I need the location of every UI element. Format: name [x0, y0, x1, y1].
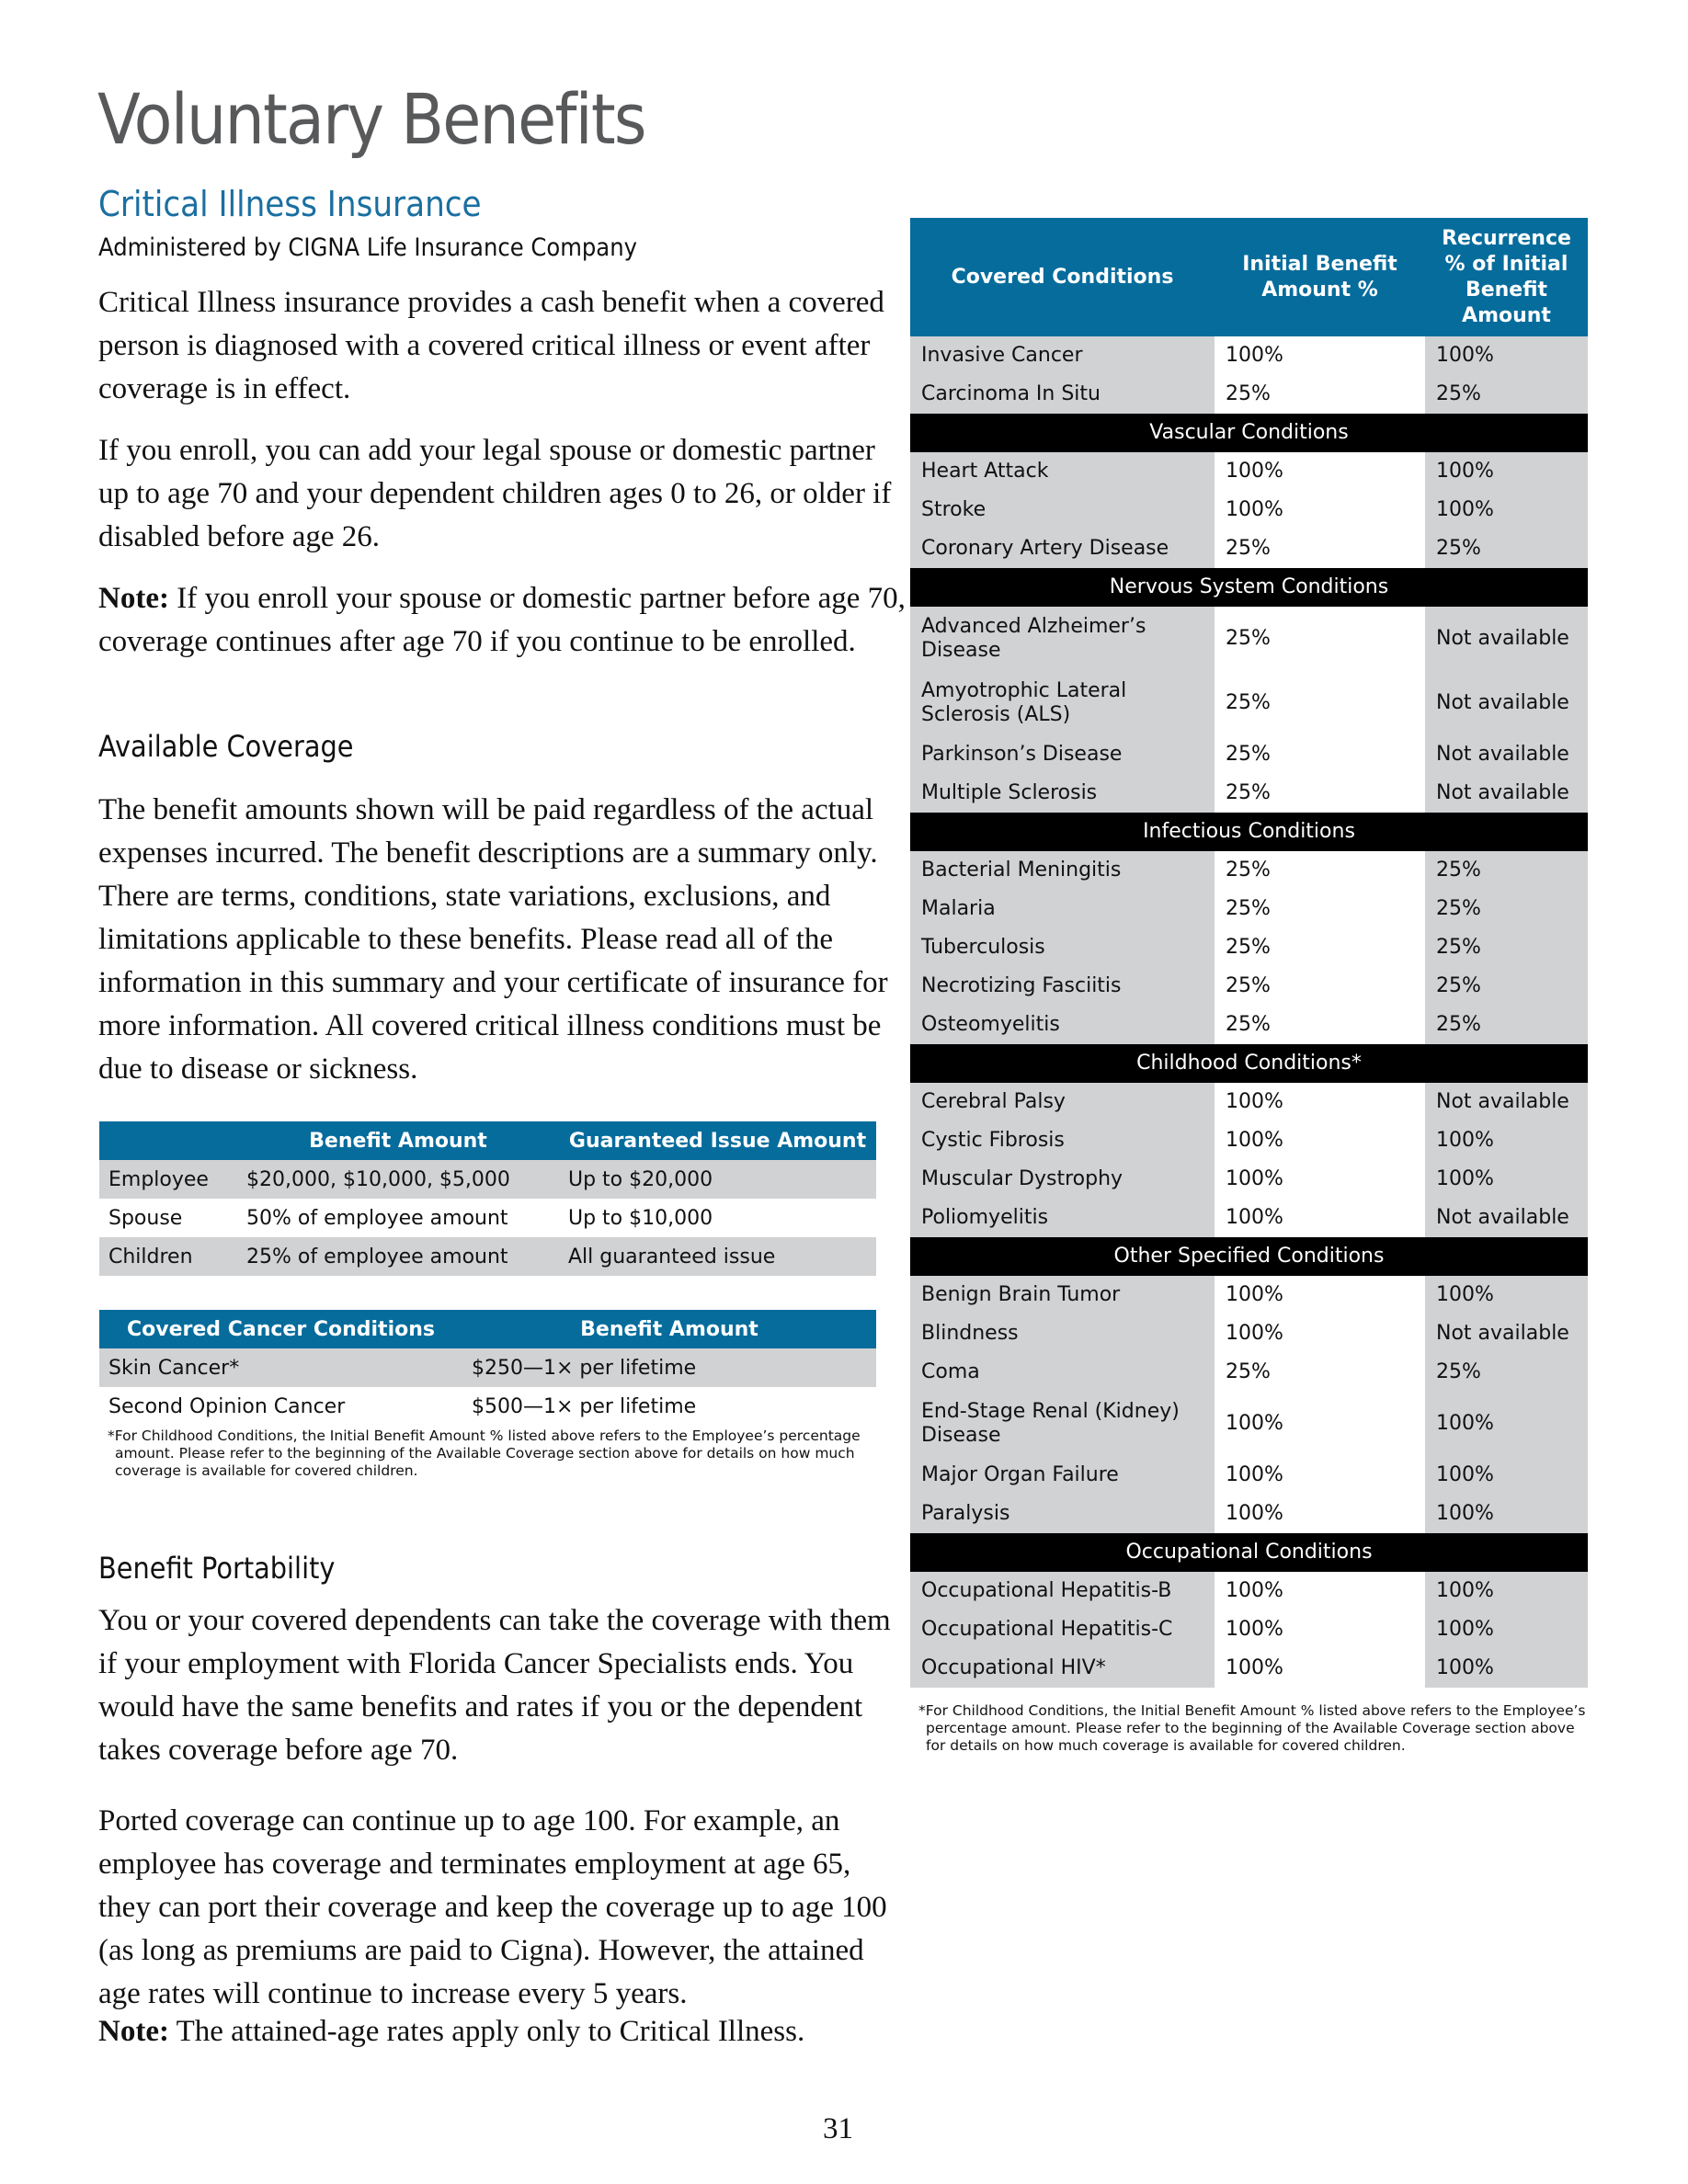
page-number: 31 — [823, 2112, 853, 2145]
condition-name: Parkinson’s Disease — [910, 735, 1215, 774]
initial-benefit-cell: 25% — [1215, 529, 1425, 568]
initial-benefit-cell: 100% — [1215, 491, 1425, 529]
table-row — [910, 851, 1588, 890]
recurrence-cell: Not available — [1425, 607, 1588, 671]
condition-name: Tuberculosis — [910, 928, 1215, 967]
column-header: Benefit Amount — [237, 1121, 559, 1160]
page-title: Voluntary Benefits — [97, 78, 645, 160]
initial-benefit-cell: 25% — [1215, 1353, 1425, 1392]
initial-benefit-cell: 25% — [1215, 928, 1425, 967]
table-row — [910, 1392, 1588, 1456]
conditions-body — [910, 336, 1588, 1688]
initial-benefit-cell: 25% — [1215, 967, 1425, 1006]
table-cell: 50% of employee amount — [237, 1199, 559, 1237]
table-row — [910, 890, 1588, 928]
recurrence-cell: 100% — [1425, 1610, 1588, 1649]
table-row — [910, 607, 1588, 671]
section-header-row — [910, 1237, 1588, 1276]
table-row — [910, 928, 1588, 967]
condition-name: Muscular Dystrophy — [910, 1160, 1215, 1199]
table-row — [99, 1387, 876, 1426]
recurrence-cell: 25% — [1425, 890, 1588, 928]
initial-benefit-cell: 25% — [1215, 890, 1425, 928]
initial-benefit-cell: 100% — [1215, 1649, 1425, 1688]
table-row — [910, 1314, 1588, 1353]
benefit-portability-heading: Benefit Portability — [98, 1551, 336, 1586]
condition-name: Occupational HIV* — [910, 1649, 1215, 1688]
recurrence-cell: Not available — [1425, 1314, 1588, 1353]
recurrence-cell: 25% — [1425, 851, 1588, 890]
section-header-row — [910, 414, 1588, 452]
recurrence-cell: Not available — [1425, 1199, 1588, 1237]
column-header: Recurrence % of Initial Benefit Amount — [1425, 218, 1588, 336]
condition-name: Advanced Alzheimer’s Disease — [910, 607, 1215, 671]
table-row — [99, 1160, 876, 1199]
recurrence-cell: 100% — [1425, 336, 1588, 375]
recurrence-cell: 25% — [1425, 1006, 1588, 1044]
note-text: The attained-age rates apply only to Critical Illness. — [168, 2015, 805, 2048]
table-row — [910, 1160, 1588, 1199]
conditions-table-footnote: *For Childhood Conditions, the Initial Benefit Amount % listed above refers to the Employee’s percentage amount. Please refer to the beginning of the Available Coverage section above for details on how much coverage is available for covered children. — [918, 1702, 1586, 1754]
initial-benefit-cell: 25% — [1215, 1006, 1425, 1044]
condition-name: Multiple Sclerosis — [910, 774, 1215, 813]
initial-benefit-cell: 100% — [1215, 1276, 1425, 1314]
recurrence-cell: Not available — [1425, 671, 1588, 735]
recurrence-cell: 25% — [1425, 967, 1588, 1006]
initial-benefit-cell: 100% — [1215, 1083, 1425, 1121]
condition-name: Heart Attack — [910, 452, 1215, 491]
column-header: Guaranteed Issue Amount — [559, 1121, 876, 1160]
table-row — [910, 1456, 1588, 1495]
condition-name: Coronary Artery Disease — [910, 529, 1215, 568]
note-text: If you enroll your spouse or domestic partner before age 70, coverage continues after age 70 if you continue to be enrolled. — [98, 582, 906, 658]
table-header-row — [99, 1121, 876, 1160]
covered-conditions-table — [910, 218, 1588, 1688]
table-row — [910, 1121, 1588, 1160]
table-row — [910, 671, 1588, 735]
table-row — [910, 336, 1588, 375]
initial-benefit-cell: 100% — [1215, 1199, 1425, 1237]
table-row — [910, 1649, 1588, 1688]
condition-name: Occupational Hepatitis-C — [910, 1610, 1215, 1649]
table-row — [910, 529, 1588, 568]
initial-benefit-cell: 100% — [1215, 1160, 1425, 1199]
section-header-row — [910, 813, 1588, 851]
condition-name: Cerebral Palsy — [910, 1083, 1215, 1121]
recurrence-cell: 100% — [1425, 491, 1588, 529]
condition-name: Carcinoma In Situ — [910, 375, 1215, 414]
table-cell: Spouse — [99, 1199, 237, 1237]
table-cell: Skin Cancer* — [99, 1348, 462, 1387]
condition-name: Bacterial Meningitis — [910, 851, 1215, 890]
table-row — [99, 1199, 876, 1237]
available-coverage-text: The benefit amounts shown will be paid regardless of the actual expenses incurred. The benefit descriptions are a summary only. There are terms, conditions, state variations, exclusions, and limitations applicable to these benefits. Please read all of the information in this summary and your certificate of insurance for more information. All covered critical illness conditions must be due to disease or sickness. — [98, 793, 888, 1086]
initial-benefit-cell: 100% — [1215, 452, 1425, 491]
portability-paragraph-2: Ported coverage can continue up to age 100. For example, an employee has coverage and terminates employment at age 65, they can port their coverage and keep the coverage up to age 100 (as long as premiums are paid to Cigna). However, the attained age rates will continue to increase every 5 years. — [98, 1804, 887, 2010]
table-row — [910, 735, 1588, 774]
recurrence-cell: 100% — [1425, 1121, 1588, 1160]
initial-benefit-cell: 25% — [1215, 851, 1425, 890]
table-row — [910, 375, 1588, 414]
initial-benefit-cell: 25% — [1215, 774, 1425, 813]
recurrence-cell: 100% — [1425, 452, 1588, 491]
condition-name: Major Organ Failure — [910, 1456, 1215, 1495]
note-label: Note: — [98, 2015, 169, 2048]
cancer-conditions-table — [99, 1310, 876, 1426]
initial-benefit-cell: 25% — [1215, 671, 1425, 735]
condition-name: Blindness — [910, 1314, 1215, 1353]
recurrence-cell: 25% — [1425, 1353, 1588, 1392]
table-row — [910, 774, 1588, 813]
table-row — [910, 1083, 1588, 1121]
initial-benefit-cell: 100% — [1215, 1610, 1425, 1649]
condition-name: Poliomyelitis — [910, 1199, 1215, 1237]
recurrence-cell: 100% — [1425, 1456, 1588, 1495]
table-row — [910, 1610, 1588, 1649]
intro-paragraph-2: If you enroll, you can add your legal spouse or domestic partner up to age 70 and your dependent children ages 0 to 26, or older if disabled before age 26. — [98, 434, 892, 553]
table-row — [910, 967, 1588, 1006]
recurrence-cell: 100% — [1425, 1495, 1588, 1533]
condition-name: Osteomyelitis — [910, 1006, 1215, 1044]
recurrence-cell: 100% — [1425, 1649, 1588, 1688]
initial-benefit-cell: 100% — [1215, 1121, 1425, 1160]
recurrence-cell: 25% — [1425, 529, 1588, 568]
recurrence-cell: Not available — [1425, 1083, 1588, 1121]
recurrence-cell: 100% — [1425, 1160, 1588, 1199]
initial-benefit-cell: 100% — [1215, 1456, 1425, 1495]
condition-name: Malaria — [910, 890, 1215, 928]
portability-note — [98, 2010, 907, 2053]
table-row — [910, 1572, 1588, 1610]
recurrence-cell: 100% — [1425, 1392, 1588, 1456]
recurrence-cell: 100% — [1425, 1276, 1588, 1314]
table-row — [910, 1353, 1588, 1392]
cancer-table-footnote: *For Childhood Conditions, the Initial Benefit Amount % listed above refers to the Employee’s percentage amount. Please refer to the beginning of the Available Coverage section above for details on how much coverage is available for covered children. — [108, 1428, 861, 1479]
table-cell: $20,000, $10,000, $5,000 — [237, 1160, 559, 1199]
table-row — [910, 491, 1588, 529]
administrator-line: Administered by CIGNA Life Insurance Company — [98, 233, 637, 262]
section-header: Occupational Conditions — [910, 1533, 1588, 1572]
table-cell: Up to $20,000 — [559, 1160, 876, 1199]
table-cell: Children — [99, 1237, 237, 1276]
condition-name: Cystic Fibrosis — [910, 1121, 1215, 1160]
table-row — [910, 452, 1588, 491]
recurrence-cell: Not available — [1425, 774, 1588, 813]
table-row — [99, 1237, 876, 1276]
condition-name: Coma — [910, 1353, 1215, 1392]
section-header: Infectious Conditions — [910, 813, 1588, 851]
table-cell: Employee — [99, 1160, 237, 1199]
initial-benefit-cell: 100% — [1215, 1392, 1425, 1456]
portability-paragraph-1: You or your covered dependents can take the coverage with them if your employment with Florida Cancer Specialists ends. You would have the same benefits and rates if you or the dependent takes coverage before age 70. — [98, 1604, 891, 1767]
condition-name: Invasive Cancer — [910, 336, 1215, 375]
section-header: Vascular Conditions — [910, 414, 1588, 452]
initial-benefit-cell: 25% — [1215, 735, 1425, 774]
condition-name: Paralysis — [910, 1495, 1215, 1533]
condition-name: Amyotrophic Lateral Sclerosis (ALS) — [910, 671, 1215, 735]
section-header-row — [910, 1533, 1588, 1572]
table-row — [910, 1276, 1588, 1314]
initial-benefit-cell: 25% — [1215, 607, 1425, 671]
condition-name: Benign Brain Tumor — [910, 1276, 1215, 1314]
table-row — [910, 1199, 1588, 1237]
table-cell: $500—1× per lifetime — [462, 1387, 876, 1426]
section-header: Nervous System Conditions — [910, 568, 1588, 607]
table-header-row — [99, 1310, 876, 1348]
table-row — [910, 1006, 1588, 1044]
intro-note — [98, 577, 907, 664]
condition-name: Necrotizing Fasciitis — [910, 967, 1215, 1006]
initial-benefit-cell: 100% — [1215, 1314, 1425, 1353]
table-header-row — [910, 218, 1588, 336]
column-header: Covered Cancer Conditions — [99, 1310, 462, 1348]
condition-name: Stroke — [910, 491, 1215, 529]
section-header-row — [910, 1044, 1588, 1083]
table-cell: Up to $10,000 — [559, 1199, 876, 1237]
table-cell: All guaranteed issue — [559, 1237, 876, 1276]
recurrence-cell: 25% — [1425, 375, 1588, 414]
initial-benefit-cell: 100% — [1215, 1572, 1425, 1610]
table-row — [99, 1348, 876, 1387]
section-header-row — [910, 568, 1588, 607]
recurrence-cell: 25% — [1425, 928, 1588, 967]
intro-paragraph-1: Critical Illness insurance provides a cash benefit when a covered person is diagnosed with a covered critical illness or event after coverage is in effect. — [98, 286, 884, 405]
condition-name: Occupational Hepatitis-B — [910, 1572, 1215, 1610]
initial-benefit-cell: 25% — [1215, 375, 1425, 414]
available-coverage-heading: Available Coverage — [98, 729, 354, 764]
section-header: Childhood Conditions* — [910, 1044, 1588, 1083]
table-row — [910, 1495, 1588, 1533]
table-cell: $250—1× per lifetime — [462, 1348, 876, 1387]
table-cell: 25% of employee amount — [237, 1237, 559, 1276]
initial-benefit-cell: 100% — [1215, 336, 1425, 375]
column-header: Initial Benefit Amount % — [1215, 218, 1425, 336]
note-label: Note: — [98, 582, 169, 615]
section-subtitle: Critical Illness Insurance — [98, 184, 482, 224]
column-header — [99, 1121, 237, 1160]
recurrence-cell: Not available — [1425, 735, 1588, 774]
column-header: Benefit Amount — [462, 1310, 876, 1348]
table-cell: Second Opinion Cancer — [99, 1387, 462, 1426]
section-header: Other Specified Conditions — [910, 1237, 1588, 1276]
recurrence-cell: 100% — [1425, 1572, 1588, 1610]
condition-name: End-Stage Renal (Kidney) Disease — [910, 1392, 1215, 1456]
benefit-amount-table — [99, 1121, 876, 1276]
initial-benefit-cell: 100% — [1215, 1495, 1425, 1533]
column-header: Covered Conditions — [910, 218, 1215, 336]
